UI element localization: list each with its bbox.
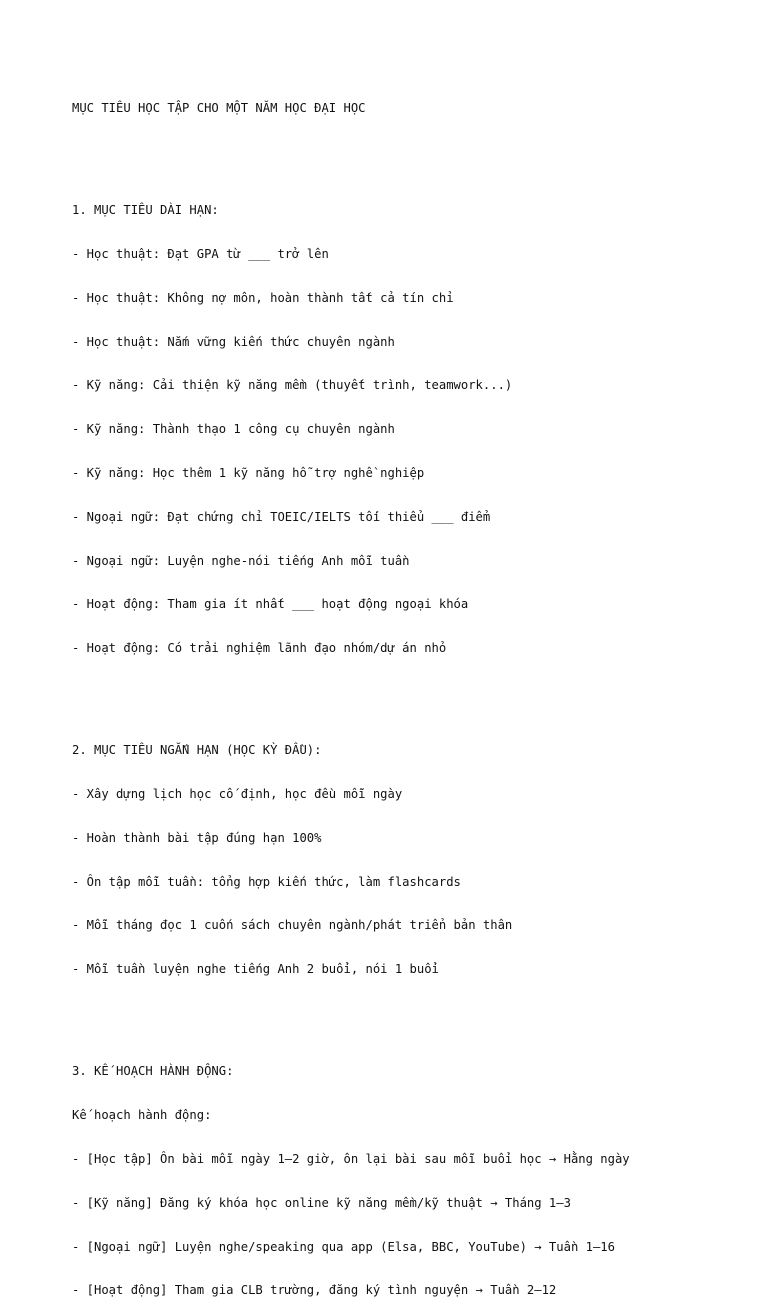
spacer bbox=[72, 1006, 752, 1021]
spacer bbox=[72, 685, 752, 700]
list-item: - Ôn tập mỗi tuần: tổng hợp kiến thức, làm flashcards bbox=[72, 874, 461, 889]
list-item: - [Kỹ năng] Đăng ký khóa học online kỹ năng mềm/kỹ thuật → Tháng 1–3 bbox=[72, 1195, 571, 1210]
list-item: - Kỹ năng: Học thêm 1 kỹ năng hỗ trợ nghề nghiệp bbox=[72, 466, 425, 481]
list-item: - Hoạt động: Tham gia ít nhất ___ hoạt động ngoại khóa bbox=[72, 597, 469, 612]
list-item: - [Hoạt động] Tham gia CLB trường, đăng ký tình nguyện → Tuần 2–12 bbox=[72, 1283, 557, 1298]
list-item: - Mỗi tháng đọc 1 cuốn sách chuyên ngành/phát triển bản thân bbox=[72, 918, 513, 933]
list-item: - Hoàn thành bài tập đúng hạn 100% bbox=[72, 830, 322, 845]
list-item: - [Ngoại ngữ] Luyện nghe/speaking qua app (Elsa, BBC, YouTube) → Tuần 1–16 bbox=[72, 1239, 615, 1254]
list-item: - Học thuật: Nắm vững kiến thức chuyên ngành bbox=[72, 334, 395, 349]
list-item: - Mỗi tuần luyện nghe tiếng Anh 2 buổi, nói 1 buổi bbox=[72, 962, 439, 977]
list-item: - Ngoại ngữ: Luyện nghe-nói tiếng Anh mỗi tuần bbox=[72, 553, 410, 568]
list-item: - Kỹ năng: Thành thạo 1 công cụ chuyên ngành bbox=[72, 422, 395, 437]
section-heading-short-term: 2. MỤC TIÊU NGẮN HẠN (HỌC KỲ ĐẦU): bbox=[72, 743, 322, 758]
list-item: - Học thuật: Không nợ môn, hoàn thành tất cả tín chỉ bbox=[72, 290, 454, 305]
section-heading-action-plan: 3. KẾ HOẠCH HÀNH ĐỘNG: bbox=[72, 1064, 234, 1079]
list-item: - Ngoại ngữ: Đạt chứng chỉ TOEIC/IELTS tối thiểu ___ điểm bbox=[72, 509, 491, 524]
list-item: - Kỹ năng: Cải thiện kỹ năng mềm (thuyết trình, teamwork...) bbox=[72, 378, 513, 393]
section-heading-long-term: 1. MỤC TIÊU DÀI HẠN: bbox=[72, 203, 219, 218]
spacer bbox=[72, 145, 752, 160]
list-item: - Học thuật: Đạt GPA từ ___ trở lên bbox=[72, 247, 329, 262]
document-page bbox=[72, 72, 752, 1312]
list-item: - Xây dựng lịch học cố định, học đều mỗi ngày bbox=[72, 787, 403, 802]
list-item: - Hoạt động: Có trải nghiệm lãnh đạo nhóm/dự án nhỏ bbox=[72, 641, 447, 656]
list-item: - [Học tập] Ôn bài mỗi ngày 1–2 giờ, ôn lại bài sau mỗi buổi học → Hằng ngày bbox=[72, 1151, 630, 1166]
document-title: MỤC TIÊU HỌC TẬP CHO MỘT NĂM HỌC ĐẠI HỌC bbox=[72, 101, 366, 116]
section-subheading: Kế hoạch hành động: bbox=[72, 1108, 212, 1123]
